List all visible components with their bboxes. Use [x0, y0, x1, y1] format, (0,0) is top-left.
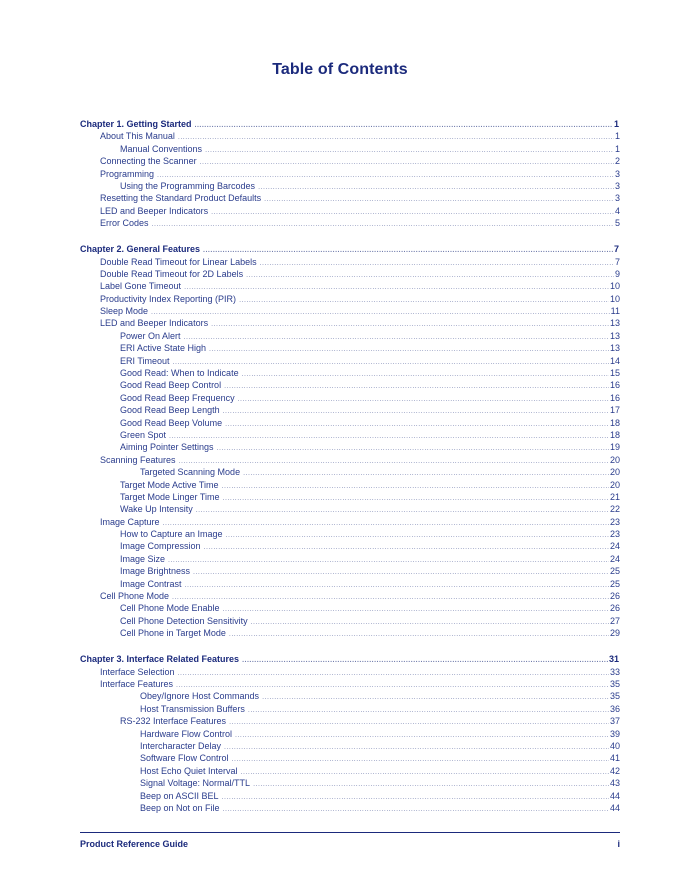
dot-leader: [242, 655, 608, 667]
toc-entry[interactable]: [80, 379, 620, 391]
toc-entry[interactable]: [80, 690, 620, 702]
toc-entry-page: 31: [608, 654, 619, 665]
toc-entry-label: Image Compression: [120, 541, 201, 552]
dot-leader: [223, 493, 609, 505]
dot-leader: [229, 629, 609, 641]
toc-entry-label: Intercharacter Delay: [140, 740, 222, 751]
toc-entry-label: Cell Phone in Target Mode: [120, 628, 226, 639]
toc-entry-page: 23: [609, 516, 620, 527]
toc-entry-page: 13: [609, 318, 620, 329]
toc-entry-label: Target Mode Active Time: [120, 479, 219, 490]
toc-entry-page: 20: [609, 467, 620, 478]
toc-entry-page: 7: [614, 256, 620, 267]
toc-entry-page: 19: [609, 442, 620, 453]
toc-entry-page: 11: [610, 306, 620, 317]
toc-entry[interactable]: [80, 503, 620, 515]
toc-entry-page: 16: [609, 380, 620, 391]
toc-entry-label: Power On Alert: [120, 330, 181, 341]
toc-entry-label: ERI Active State High: [120, 343, 207, 354]
toc-entry[interactable]: [80, 790, 620, 802]
toc-entry-page: 37: [609, 716, 620, 727]
toc-entry-page: 3: [614, 193, 620, 204]
toc-entry-label: Good Read Beep Volume: [120, 417, 223, 428]
toc-entry-page: 16: [609, 392, 620, 403]
toc-entry-page: 41: [609, 753, 620, 764]
dot-leader: [179, 456, 609, 468]
toc-entry[interactable]: [80, 565, 620, 577]
toc-entry[interactable]: [80, 615, 620, 627]
toc-entry[interactable]: [80, 256, 620, 268]
dot-leader: [196, 505, 609, 517]
toc-entry-page: 20: [609, 479, 620, 490]
toc-chapter-entry[interactable]: [80, 243, 620, 255]
toc-entry[interactable]: [80, 454, 620, 466]
dot-leader: [229, 717, 609, 729]
dot-leader: [217, 443, 609, 455]
dot-leader: [253, 779, 609, 791]
dot-leader: [185, 580, 609, 592]
toc-entry[interactable]: [80, 280, 620, 292]
toc-entry-label: Wake Up Intensity: [120, 504, 193, 515]
dot-leader: [222, 792, 609, 804]
toc-entry-page: 1: [614, 131, 620, 142]
toc-entry-page: 25: [609, 566, 620, 577]
dot-leader: [205, 145, 614, 157]
toc-entry[interactable]: [80, 305, 620, 317]
toc-entry-page: 23: [609, 529, 620, 540]
dot-leader: [225, 419, 609, 431]
dot-leader: [223, 406, 609, 418]
toc-entry[interactable]: [80, 666, 620, 678]
toc-entry-page: 27: [609, 615, 620, 626]
toc-entry-page: 21: [609, 491, 620, 502]
toc-entry-label: Good Read Beep Length: [120, 405, 220, 416]
toc-entry-page: 7: [613, 244, 619, 255]
toc-entry-label: Targeted Scanning Mode: [140, 467, 241, 478]
toc-entry-page: 26: [609, 603, 620, 614]
toc-entry-page: 35: [609, 691, 620, 702]
toc-entry[interactable]: [80, 602, 620, 614]
dot-leader: [211, 207, 614, 219]
footer-document-title: Product Reference Guide: [80, 839, 189, 849]
toc-entry[interactable]: [80, 802, 620, 814]
toc-entry[interactable]: [80, 168, 620, 180]
toc-entry-page: 13: [609, 330, 620, 341]
dot-leader: [178, 668, 609, 680]
toc-entry-page: 36: [609, 703, 620, 714]
toc-entry-label: Beep on Not on File: [140, 802, 220, 813]
dot-leader: [232, 754, 609, 766]
toc-entry-label: Good Read Beep Control: [120, 380, 222, 391]
toc-entry-label: Obey/Ignore Host Commands: [140, 691, 260, 702]
toc-entry-page: 24: [609, 553, 620, 564]
toc-entry-page: 35: [609, 678, 620, 689]
dot-leader: [223, 604, 609, 616]
toc-chapter-entry[interactable]: [80, 118, 620, 130]
dot-leader: [184, 282, 609, 294]
toc-entry-label: Cell Phone Mode: [100, 591, 170, 602]
toc-entry-page: 1: [614, 143, 620, 154]
toc-entry[interactable]: [80, 367, 620, 379]
dot-leader: [226, 530, 609, 542]
toc-entry-page: 29: [609, 628, 620, 639]
dot-leader: [243, 468, 609, 480]
dot-leader: [264, 194, 614, 206]
toc-entry[interactable]: [80, 330, 620, 342]
toc-entry[interactable]: [80, 417, 620, 429]
dot-leader: [195, 120, 613, 132]
dot-leader: [235, 730, 609, 742]
dot-leader: [224, 381, 609, 393]
toc-entry-label: Target Mode Linger Time: [120, 491, 220, 502]
toc-entry[interactable]: [80, 429, 620, 441]
toc-entry[interactable]: [80, 553, 620, 565]
toc-entry[interactable]: [80, 180, 620, 192]
dot-leader: [262, 692, 609, 704]
toc-entry-page: 44: [609, 802, 620, 813]
dot-leader: [178, 132, 614, 144]
toc-entry-page: 5: [614, 218, 620, 229]
toc-entry[interactable]: [80, 217, 620, 229]
toc-entry-label: Using the Programming Barcodes: [120, 180, 256, 191]
toc-entry-label: Image Capture: [100, 516, 160, 527]
toc-entry[interactable]: [80, 715, 620, 727]
dot-leader: [222, 481, 609, 493]
dot-leader: [200, 157, 614, 169]
toc-entry-label: Green Spot: [120, 429, 167, 440]
table-of-contents: [80, 118, 620, 814]
toc-entry[interactable]: [80, 293, 620, 305]
toc-entry-page: 44: [609, 790, 620, 801]
toc-entry-label: Scanning Features: [100, 454, 176, 465]
toc-entry[interactable]: [80, 752, 620, 764]
footer-page-number: i: [617, 839, 620, 849]
toc-entry-page: 24: [609, 541, 620, 552]
toc-entry[interactable]: [80, 317, 620, 329]
toc-entry-label: Double Read Timeout for Linear Labels: [100, 256, 257, 267]
toc-entry[interactable]: [80, 590, 620, 602]
toc-entry-label: ERI Timeout: [120, 355, 170, 366]
toc-entry-page: 25: [609, 578, 620, 589]
dot-leader: [209, 344, 609, 356]
toc-entry-label: Interface Selection: [100, 666, 175, 677]
dot-leader: [211, 319, 609, 331]
toc-entry[interactable]: [80, 728, 620, 740]
toc-entry-label: Connecting the Scanner: [100, 156, 197, 167]
toc-entry-label: Double Read Timeout for 2D Labels: [100, 268, 244, 279]
toc-entry-page: 26: [609, 591, 620, 602]
toc-entry-label: Productivity Index Reporting (PIR): [100, 293, 237, 304]
toc-entry[interactable]: [80, 740, 620, 752]
toc-entry-label: Hardware Flow Control: [140, 728, 233, 739]
toc-entry-page: 33: [609, 666, 620, 677]
dot-leader: [193, 567, 609, 579]
toc-entry-page: 10: [609, 281, 620, 292]
toc-entry-label: Sleep Mode: [100, 306, 149, 317]
toc-entry[interactable]: [80, 355, 620, 367]
dot-leader: [251, 617, 609, 629]
page-title: Table of Contents: [272, 61, 408, 78]
toc-entry-label: About This Manual: [100, 131, 175, 142]
dot-leader: [168, 555, 609, 567]
toc-entry-page: 1: [613, 119, 619, 129]
toc-entry-label: Image Brightness: [120, 566, 191, 577]
toc-entry-label: Host Echo Quiet Interval: [140, 765, 238, 776]
toc-entry-page: 42: [609, 765, 620, 776]
dot-leader: [223, 804, 609, 816]
toc-entry[interactable]: [80, 479, 620, 491]
toc-entry[interactable]: [80, 205, 620, 217]
toc-entry-page: 18: [609, 429, 620, 440]
toc-entry-label: Host Transmission Buffers: [140, 703, 245, 714]
toc-entry-label: Cell Phone Mode Enable: [120, 603, 220, 614]
toc-entry-label: Good Read: When to Indicate: [120, 368, 239, 379]
toc-entry-page: 10: [609, 293, 620, 304]
dot-leader: [258, 182, 614, 194]
dot-leader: [163, 518, 609, 530]
toc-entry-page: 39: [609, 728, 620, 739]
toc-entry[interactable]: [80, 765, 620, 777]
toc-entry-label: How to Capture an Image: [120, 529, 223, 540]
toc-entry[interactable]: [80, 466, 620, 478]
toc-entry-page: 18: [609, 417, 620, 428]
toc-entry-label: Cell Phone Detection Sensitivity: [120, 615, 248, 626]
toc-entry-label: Chapter 2. General Features: [80, 244, 201, 255]
toc-chapter-entry[interactable]: [80, 653, 620, 665]
toc-entry[interactable]: [80, 130, 620, 142]
toc-entry-label: Signal Voltage: Normal/TTL: [140, 778, 251, 789]
toc-entry-page: 17: [609, 405, 620, 416]
dot-leader: [246, 270, 614, 282]
toc-entry-label: Manual Conventions: [120, 143, 203, 154]
toc-entry-label: Software Flow Control: [140, 753, 229, 764]
toc-entry-page: 20: [609, 454, 620, 465]
toc-entry-label: Aiming Pointer Settings: [120, 442, 214, 453]
dot-leader: [203, 245, 613, 257]
toc-entry[interactable]: [80, 392, 620, 404]
toc-entry-label: Resetting the Standard Product Defaults: [100, 193, 262, 204]
toc-entry-page: 22: [609, 504, 620, 515]
toc-entry-label: Chapter 1. Getting Started: [80, 119, 192, 129]
dot-leader: [239, 295, 609, 307]
toc-entry-label: Label Gone Timeout: [100, 281, 182, 292]
toc-entry[interactable]: [80, 516, 620, 528]
toc-entry[interactable]: [80, 678, 620, 690]
toc-entry-page: 2: [614, 156, 620, 167]
toc-entry-page: 43: [609, 778, 620, 789]
toc-entry[interactable]: [80, 491, 620, 503]
toc-entry[interactable]: [80, 342, 620, 354]
toc-entry[interactable]: [80, 703, 620, 715]
dot-leader: [242, 369, 609, 381]
toc-entry[interactable]: [80, 192, 620, 204]
dot-leader: [260, 258, 614, 270]
toc-entry-label: Interface Features: [100, 678, 174, 689]
toc-entry-page: 15: [609, 368, 620, 379]
toc-entry-page: 4: [614, 205, 620, 216]
dot-leader: [224, 742, 609, 754]
toc-entry[interactable]: [80, 627, 620, 639]
toc-entry-page: 3: [614, 168, 620, 179]
dot-leader: [152, 219, 614, 231]
toc-entry-label: LED and Beeper Indicators: [100, 318, 209, 329]
dot-leader: [169, 431, 609, 443]
dot-leader: [184, 332, 609, 344]
toc-entry-label: Good Read Beep Frequency: [120, 392, 235, 403]
toc-entry-label: Image Contrast: [120, 578, 182, 589]
toc-entry[interactable]: [80, 143, 620, 155]
toc-entry-page: 9: [614, 268, 620, 279]
toc-entry[interactable]: [80, 155, 620, 167]
dot-leader: [241, 767, 609, 779]
toc-entry-page: 14: [609, 355, 620, 366]
dot-leader: [172, 592, 609, 604]
toc-entry-label: Programming: [100, 168, 155, 179]
toc-entry[interactable]: [80, 777, 620, 789]
toc-entry[interactable]: [80, 268, 620, 280]
dot-leader: [238, 394, 609, 406]
toc-entry-label: LED and Beeper Indicators: [100, 205, 209, 216]
toc-entry-page: 13: [609, 343, 620, 354]
footer-divider: [80, 832, 620, 833]
toc-entry[interactable]: [80, 578, 620, 590]
toc-entry[interactable]: [80, 528, 620, 540]
toc-entry[interactable]: [80, 404, 620, 416]
toc-entry[interactable]: [80, 540, 620, 552]
toc-entry-page: 3: [614, 180, 620, 191]
dot-leader: [204, 542, 609, 554]
dot-leader: [248, 705, 609, 717]
toc-entry[interactable]: [80, 441, 620, 453]
toc-entry-label: Chapter 3. Interface Related Features: [80, 654, 240, 665]
toc-entry-page: 40: [609, 740, 620, 751]
dot-leader: [151, 307, 610, 319]
toc-entry-label: RS-232 Interface Features: [120, 716, 227, 727]
toc-entry-label: Beep on ASCII BEL: [140, 790, 219, 801]
toc-entry-label: Image Size: [120, 553, 166, 564]
toc-entry-label: Error Codes: [100, 218, 149, 229]
